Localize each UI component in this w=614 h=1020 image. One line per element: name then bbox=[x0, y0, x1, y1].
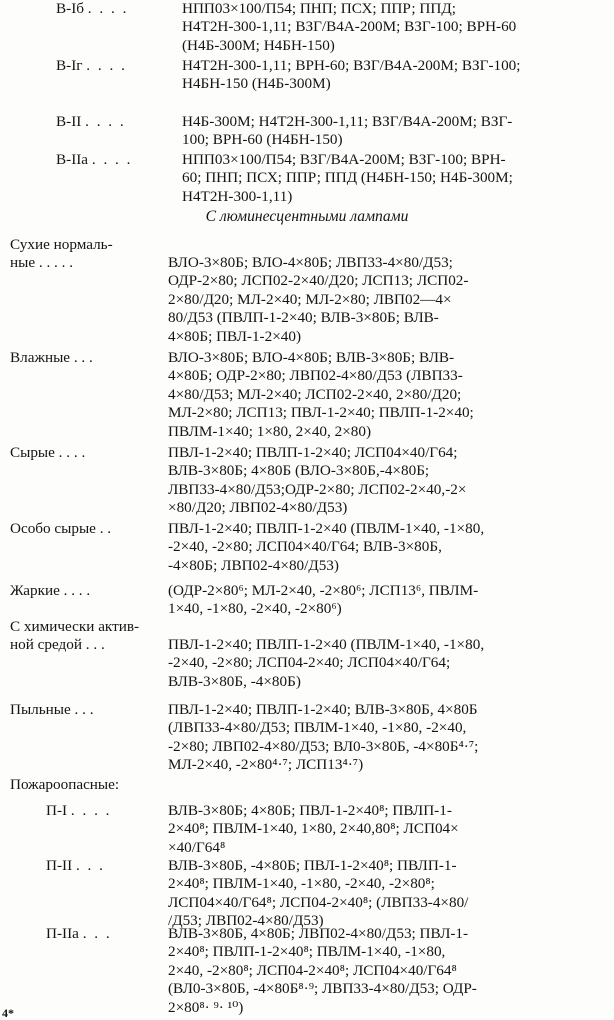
leader-dots: . . . . bbox=[86, 57, 127, 74]
text-line: 1×40, -1×80, -2×40, -2×80⁶) bbox=[168, 600, 342, 618]
page-folio: 4* bbox=[2, 1006, 14, 1020]
zone-label: С химически актив- bbox=[10, 618, 140, 635]
text-line: (ОДР-2×80⁶; МЛ-2×40, -2×80⁶; ЛСП13⁶, ПВЛМ- bbox=[168, 582, 479, 599]
text-line: Н4Т2Н-300-1,11; ВЗГ/В4А-200М; ВЗГ-100; ВРН-60 bbox=[182, 18, 517, 36]
zone-label: В-IIа bbox=[56, 151, 89, 168]
text-line: 2×40⁸; ПВЛМ-1×40, 1×80, 2×40,80⁸; ЛСП04× bbox=[168, 820, 459, 838]
leader-dots: . . . bbox=[82, 925, 112, 942]
text-line: -2×40, -2×80; ЛСП04×40/Г64; ВЛВ-3×80Б, bbox=[168, 538, 442, 556]
leader-dots: . . . . bbox=[70, 802, 112, 819]
lamp-list bbox=[168, 701, 600, 775]
text-line: Н4Б-300М; Н4Т2Н-300-1,11; ВЗГ/В4А-200М; ВЗГ- bbox=[182, 113, 513, 130]
text-line: 4×80/Д53; МЛ-2×40; ЛСП02-2×40, 2×80/Д20; bbox=[168, 385, 462, 403]
zone-label: В-Iб bbox=[56, 0, 84, 17]
text-line: ВЛВ-3×80Б; 4×80Б (ВЛО-3×80Б,-4×80Б; bbox=[168, 462, 430, 480]
section-heading: С люминесцентными лампами bbox=[205, 208, 409, 225]
text-line: НПП03×100/П54; ВЗГ/В4А-200М; ВЗГ-100; ВРН- bbox=[182, 151, 506, 168]
leader-dots: . . . . bbox=[85, 113, 126, 130]
zone-label: Жаркие . . . . bbox=[10, 582, 91, 599]
text-line: -2×40, -2×80; ЛСП04-2×40; ЛСП04×40/Г64; bbox=[168, 654, 451, 672]
text-line: Н4БН-150 (Н4Б-300М) bbox=[182, 75, 331, 93]
text-line: ПВЛМ-1×40; 1×80, 2×40, 2×80) bbox=[168, 422, 372, 440]
lamp-list bbox=[168, 520, 600, 575]
text-line: ПВЛ-1-2×40; ПВЛП-1-2×40 (ПВЛМ-1×40, -1×80, bbox=[168, 636, 485, 653]
zone-label: Сырые . . . . bbox=[10, 444, 86, 461]
lamp-list bbox=[168, 444, 600, 518]
text-line: ВЛВ-3×80Б, 4×80Б; ЛВП02-4×80/Д53; ПВЛ-1- bbox=[168, 925, 469, 942]
text-line: НПП03×100/П54; ПНП; ПСХ; ППР; ППД; bbox=[182, 0, 456, 17]
text-line: Н4Т2Н-300-1,11; ВРН-60; ВЗГ/В4А-200М; ВЗГ-100; bbox=[182, 57, 521, 74]
text-line: ПВЛ-1-2×40; ПВЛП-1-2×40 (ПВЛМ-1×40, -1×80, bbox=[168, 520, 485, 537]
zone-label: В-Iг bbox=[56, 57, 83, 74]
text-line: (ЛВП33-4×80/Д53; ПВЛМ-1×40, -1×80, -2×40, bbox=[168, 719, 467, 737]
lamp-list bbox=[168, 802, 600, 857]
lamp-list bbox=[168, 254, 600, 346]
zone-label: П-II bbox=[46, 857, 73, 874]
text-line: Н4Т2Н-300-1,11) bbox=[182, 187, 293, 205]
lamp-list bbox=[168, 349, 600, 441]
zone-label: В-II bbox=[56, 113, 82, 130]
text-line: -2×80; ЛВП02-4×80/Д53; ВЛ0-3×80Б, -4×80Б⁴·⁷; bbox=[168, 737, 479, 755]
leader-dots: . . . . bbox=[87, 0, 129, 17]
zone-label: Особо сырые . . bbox=[10, 520, 112, 537]
text-line: МЛ-2×80; ЛСП13; ПВЛ-1-2×40; ПВЛП-1-2×40; bbox=[168, 404, 474, 422]
zone-label: Влажные . . . bbox=[10, 349, 93, 366]
zone-label: П-I bbox=[46, 802, 68, 819]
text-line: ВЛО-3×80Б; ВЛО-4×80Б; ЛВП33-4×80/Д53; bbox=[168, 254, 453, 271]
text-line: МЛ-2×40, -2×80⁴·⁷; ЛСП13⁴·⁷) bbox=[168, 756, 364, 774]
text-line: (ВЛ0-3×80Б, -4×80Б⁸·⁹; ЛВП33-4×80/Д53; ОДР- bbox=[168, 980, 477, 998]
text-line: ВЛВ-3×80Б; 4×80Б; ПВЛ-1-2×40⁸; ПВЛП-1- bbox=[168, 802, 452, 819]
text-line: ЛСП04×40/Г64⁸; ЛСП04-2×40⁸; (ЛВП33-4×80/ bbox=[168, 893, 469, 911]
lamp-list bbox=[168, 582, 600, 619]
text-line: ЛВП33-4×80/Д53;ОДР-2×80; ЛСП02-2×40,-2× bbox=[168, 480, 467, 498]
text-line: ПВЛ-1-2×40; ПВЛП-1-2×40; ЛСП04×40/Г64; bbox=[168, 444, 458, 461]
zone-label-cont: ные . . . . . bbox=[10, 254, 74, 272]
text-line: 2×80/Д20; МЛ-2×40; МЛ-2×80; ЛВП02—4× bbox=[168, 290, 452, 308]
text-line: 2×40⁸; ПВЛМ-1×40, -1×80, -2×40, -2×80⁸; bbox=[168, 875, 435, 893]
text-line: ВЛВ-3×80Б, -4×80Б) bbox=[168, 672, 301, 690]
leader-dots: . . . . bbox=[91, 151, 133, 168]
lamp-list bbox=[182, 151, 600, 206]
leader-dots: . . . bbox=[75, 857, 105, 874]
text-line: 80/Д53 (ПВЛП-1-2×40; ВЛВ-3×80Б; ВЛВ- bbox=[168, 309, 439, 327]
text-line: 2×80⁸· ⁹· ¹⁰) bbox=[168, 998, 244, 1016]
text-line: 100; ВРН-60 (Н4БН-150) bbox=[182, 131, 343, 149]
text-line: 2×40, -2×80⁸; ЛСП04-2×40⁸; ЛСП04×40/Г64⁸ bbox=[168, 961, 457, 979]
lamp-list bbox=[168, 857, 600, 931]
text-line: ОДР-2×80; ЛСП02-2×40/Д20; ЛСП13; ЛСП02- bbox=[168, 272, 469, 290]
zone-label: Пыльные . . . bbox=[10, 701, 94, 718]
text-line: (Н4Б-300М; Н4БН-150) bbox=[182, 36, 335, 54]
lamp-list bbox=[182, 113, 600, 150]
text-line: /Д53; ЛВП02-4×80/Д53) bbox=[168, 912, 324, 930]
text-line: 4×80Б; ПВЛ-1-2×40) bbox=[168, 327, 302, 345]
text-line: ПВЛ-1-2×40; ПВЛП-1-2×40; ВЛВ-3×80Б, 4×80Б bbox=[168, 701, 478, 718]
lamp-list bbox=[168, 636, 600, 691]
text-line: 2×40⁸; ПВЛП-1-2×40⁸; ПВЛМ-1×40, -1×80, bbox=[168, 943, 446, 961]
zone-label: Сухие нормаль- bbox=[10, 236, 113, 253]
lamp-list bbox=[168, 925, 600, 1017]
lamp-list bbox=[182, 0, 600, 55]
lamp-list bbox=[182, 57, 600, 94]
text-line: ×80/Д20; ЛВП02-4×80/Д53) bbox=[168, 499, 348, 517]
text-line: -4×80Б; ЛВП02-4×80/Д53) bbox=[168, 556, 339, 574]
text-line: ВЛО-3×80Б; ВЛО-4×80Б; ВЛВ-3×80Б; ВЛВ- bbox=[168, 349, 455, 366]
fire-hazard-label: Пожароопасные: bbox=[10, 776, 120, 793]
text-line: ВЛВ-3×80Б, -4×80Б; ПВЛ-1-2×40⁸; ПВЛП-1- bbox=[168, 857, 457, 874]
zone-label: П-IIа bbox=[46, 925, 79, 942]
zone-label-cont: ной средой . . . bbox=[10, 636, 105, 654]
text-line: 60; ПНП; ПСХ; ППР; ППД (Н4БН-150; Н4Б-300М; bbox=[182, 169, 513, 187]
text-line: 4×80Б; ОДР-2×80; ЛВП02-4×80/Д53 (ЛВП33- bbox=[168, 367, 463, 385]
text-line: ×40/Г64⁸ bbox=[168, 838, 226, 856]
